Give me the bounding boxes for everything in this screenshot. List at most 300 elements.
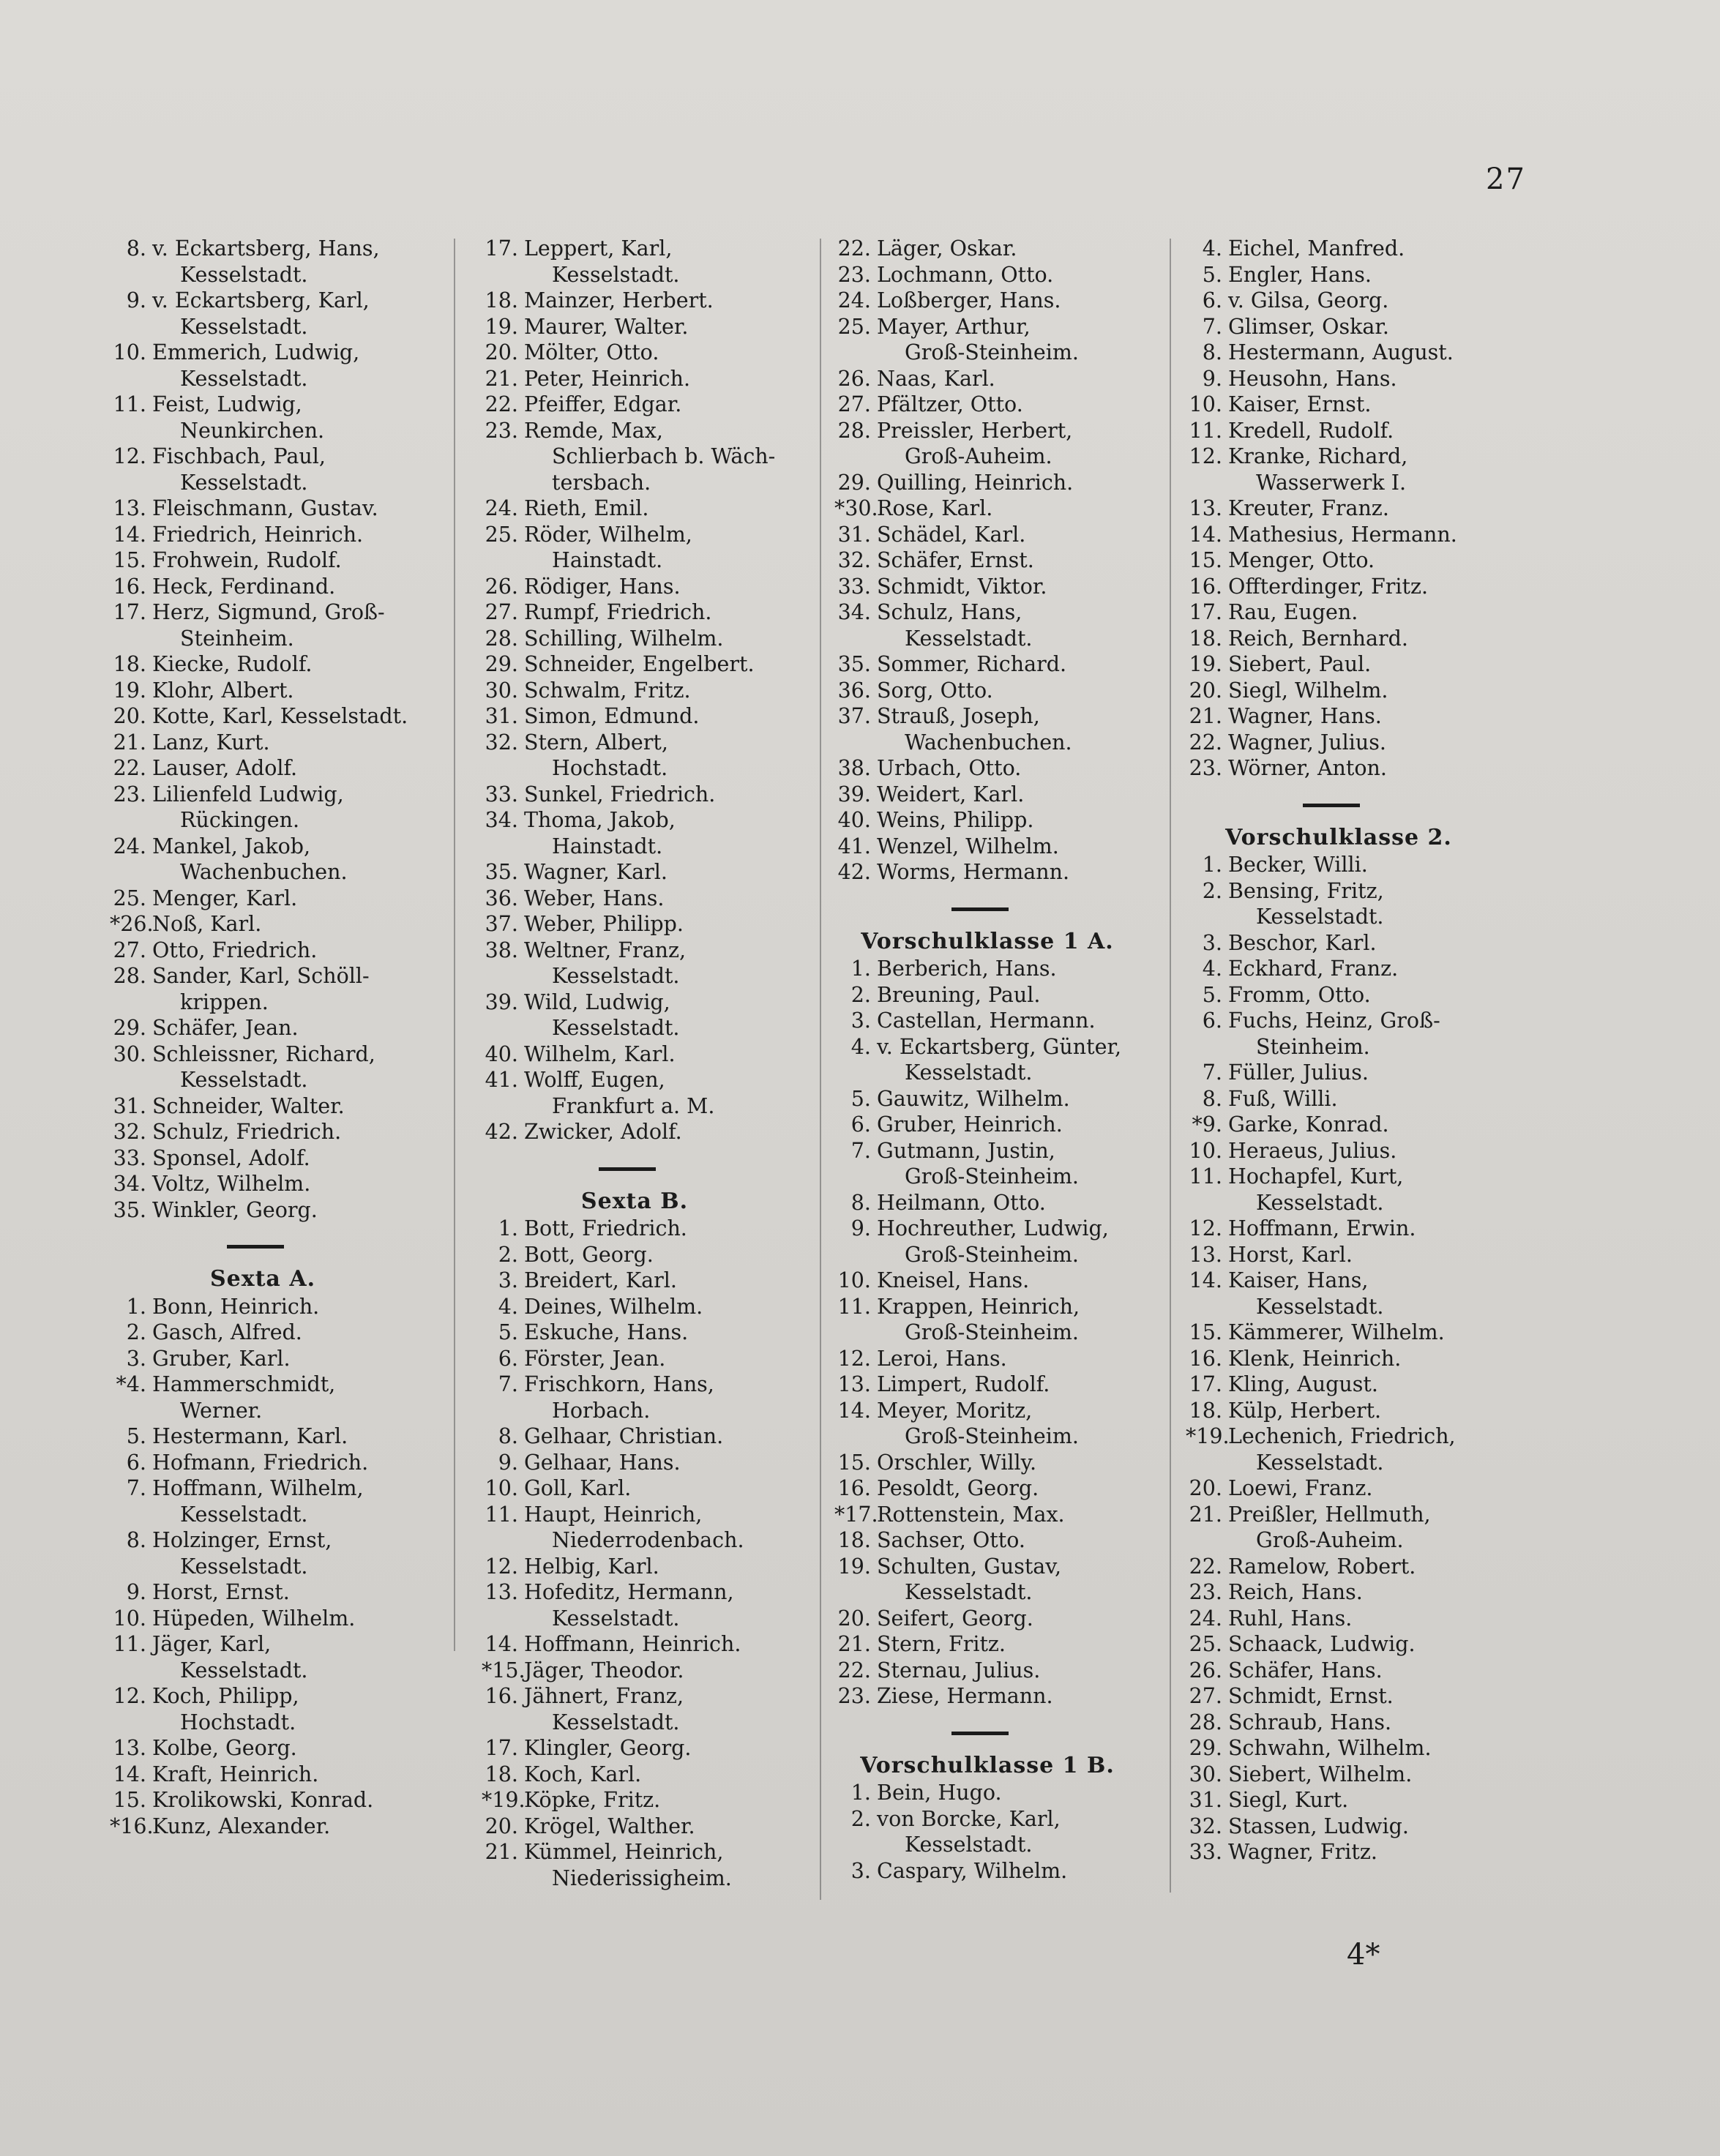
entry-number: 14.: [113, 522, 146, 547]
student-entry: [834, 651, 1170, 678]
entry-number: 30.: [1189, 1762, 1222, 1786]
student-entry: [1186, 878, 1521, 930]
student-hometown: Kesselstadt.: [905, 1060, 1033, 1085]
student-entry: [482, 807, 817, 859]
student-name: Sternau, Julius.: [877, 1658, 1041, 1682]
student-name: Koch, Philipp,: [152, 1684, 299, 1708]
entry-number: 11.: [113, 1632, 146, 1656]
entry-number: *19.: [1186, 1424, 1230, 1448]
entry-number: 16.: [1189, 1346, 1222, 1371]
entry-number: 39.: [485, 989, 518, 1014]
student-entry: [1186, 1787, 1521, 1813]
entry-number: 42.: [837, 860, 871, 884]
student-entry: [834, 470, 1170, 496]
student-entry: [482, 495, 817, 522]
student-hometown: Kesselstadt.: [552, 1710, 680, 1734]
student-entry: [482, 730, 817, 782]
entry-number: 27.: [485, 600, 518, 624]
student-entry: [834, 1398, 1170, 1450]
student-hometown: Kesselstadt.: [180, 1554, 308, 1579]
student-entry: [1186, 1086, 1521, 1112]
student-name: Sponsel, Adolf.: [152, 1145, 310, 1170]
student-name: Hofeditz, Hermann,: [524, 1580, 734, 1604]
entry-number: 38.: [485, 937, 518, 962]
student-name: Holzinger, Ernst,: [152, 1528, 332, 1552]
entry-number: 41.: [485, 1068, 518, 1092]
student-hometown: Hainstadt.: [552, 834, 663, 858]
entry-number: 6.: [126, 1450, 146, 1475]
student-hometown: Schlierbach b. Wäch-: [552, 444, 776, 468]
entry-number: 2.: [850, 982, 871, 1007]
section-separator: [227, 1245, 284, 1249]
student-name: Wagner, Fritz.: [1228, 1840, 1377, 1864]
student-entry: [482, 1762, 817, 1788]
entry-number: 15.: [113, 548, 146, 572]
student-name: Caspary, Wilhelm.: [877, 1858, 1068, 1883]
student-name: Feist, Ludwig,: [152, 392, 302, 416]
student-entry: [110, 1145, 445, 1172]
entry-number: 21.: [485, 1840, 518, 1864]
student-name: Mankel, Jakob,: [152, 834, 311, 858]
student-entry: [834, 1216, 1170, 1268]
entry-number: 9.: [126, 1580, 146, 1604]
student-entry: [834, 1190, 1170, 1216]
entry-number: 22.: [1189, 730, 1222, 755]
student-name: Füller, Julius.: [1228, 1060, 1369, 1085]
entry-number: 22.: [113, 756, 146, 780]
class-heading: Vorschulklasse 2.: [1225, 824, 1452, 850]
entry-number: 28.: [113, 964, 146, 988]
entry-number: 22.: [1189, 1554, 1222, 1579]
student-name: Külp, Herbert.: [1228, 1398, 1382, 1423]
student-entry: [482, 989, 817, 1041]
entry-number: 9.: [850, 1216, 871, 1240]
student-name: Frischkorn, Hans,: [524, 1372, 714, 1396]
student-entry: [482, 288, 817, 314]
student-hometown: Steinheim.: [1256, 1034, 1370, 1059]
student-entry: [1186, 392, 1521, 418]
student-entry: [110, 1475, 445, 1527]
entry-number: 12.: [113, 1684, 146, 1708]
student-entry: [482, 1423, 817, 1450]
student-entry: [110, 1346, 445, 1372]
student-entry: [834, 1683, 1170, 1710]
student-name: Schraub, Hans.: [1228, 1710, 1392, 1734]
student-entry: [1186, 1606, 1521, 1632]
student-entry: [834, 755, 1170, 782]
student-entry: [482, 651, 817, 678]
entry-number: 23.: [1189, 1580, 1222, 1604]
student-name: Deines, Wilhelm.: [524, 1294, 703, 1319]
entry-number: 18.: [485, 288, 518, 312]
student-name: Noß, Karl.: [152, 912, 262, 936]
student-entry: [834, 1502, 1170, 1528]
student-entry: [482, 1041, 817, 1068]
student-entry: [482, 1371, 817, 1423]
section-separator: [951, 1732, 1009, 1735]
entry-number: 21.: [1189, 1502, 1222, 1527]
student-entry: [834, 1008, 1170, 1034]
student-entry: [110, 963, 445, 1015]
entry-number: 7.: [498, 1372, 518, 1396]
student-entry: [1186, 1502, 1521, 1554]
entry-number: 22.: [485, 392, 518, 416]
student-entry: [110, 1093, 445, 1120]
student-name: Gruber, Heinrich.: [877, 1112, 1063, 1137]
student-entry: [1186, 288, 1521, 314]
column-1: [110, 236, 445, 1839]
entry-number: 11.: [1189, 1164, 1222, 1189]
entry-number: 19.: [485, 314, 518, 339]
student-name: Krolikowski, Konrad.: [152, 1788, 374, 1812]
student-name: Wagner, Karl.: [524, 860, 668, 884]
student-entry: [1186, 522, 1521, 548]
student-entry: [834, 834, 1170, 860]
student-name: Reich, Hans.: [1228, 1580, 1363, 1604]
student-entry: [110, 495, 445, 522]
entry-number: 24.: [1189, 1606, 1222, 1631]
student-entry: [482, 678, 817, 704]
entry-number: 20.: [1189, 678, 1222, 703]
student-name: Frohwein, Rudolf.: [152, 548, 342, 572]
student-hometown: Wachenbuchen.: [180, 860, 348, 884]
student-entry: [834, 1780, 1170, 1806]
signature-mark: 4*: [1347, 1938, 1380, 1972]
student-name: Stern, Fritz.: [877, 1632, 1006, 1656]
entry-number: 11.: [837, 1294, 871, 1319]
student-entry: [1186, 1268, 1521, 1320]
student-name: Menger, Otto.: [1228, 548, 1375, 572]
student-entry: [1186, 366, 1521, 392]
entry-number: 14.: [1189, 1268, 1222, 1292]
entry-number: 11.: [485, 1502, 518, 1527]
entry-number: 28.: [485, 626, 518, 651]
student-name: Jäger, Karl,: [152, 1632, 272, 1656]
student-entry: [834, 547, 1170, 574]
student-entry: [110, 1015, 445, 1041]
entry-number: 25.: [1189, 1632, 1222, 1656]
student-name: Weber, Hans.: [524, 886, 665, 910]
student-entry: [834, 1450, 1170, 1476]
student-name: Helbig, Karl.: [524, 1554, 659, 1579]
student-name: Schmidt, Ernst.: [1228, 1684, 1394, 1708]
entry-number: 4.: [498, 1294, 518, 1319]
student-entry: [482, 1813, 817, 1840]
student-entry: [110, 1294, 445, 1320]
student-entry: [1186, 852, 1521, 878]
student-name: Hestermann, August.: [1228, 340, 1454, 364]
entry-number: 36.: [837, 678, 871, 703]
student-name: Kreuter, Franz.: [1228, 496, 1389, 520]
entry-number: 35.: [485, 860, 518, 884]
entry-number: 32.: [485, 730, 518, 755]
entry-number: 2.: [1202, 878, 1222, 903]
student-name: Kling, August.: [1228, 1372, 1378, 1396]
student-entry: [110, 547, 445, 574]
student-name: Hoffmann, Erwin.: [1228, 1216, 1416, 1240]
student-name: Fromm, Otto.: [1228, 982, 1371, 1007]
student-name: Wenzel, Wilhelm.: [877, 834, 1059, 858]
student-name: Hochapfel, Kurt,: [1228, 1164, 1404, 1189]
entry-number: 21.: [837, 1632, 871, 1656]
entry-number: 16.: [837, 1476, 871, 1500]
student-name: Loßberger, Hans.: [877, 288, 1061, 312]
student-entry: [1186, 1164, 1521, 1216]
student-entry: [110, 755, 445, 782]
entry-number: 5.: [1202, 982, 1222, 1007]
student-hometown: Hainstadt.: [552, 548, 663, 572]
entry-number: 14.: [485, 1632, 518, 1656]
student-name: Schwalm, Fritz.: [524, 678, 691, 703]
student-entry: [834, 236, 1170, 262]
entry-number: 25.: [837, 314, 871, 339]
student-entry: [482, 418, 817, 470]
student-hometown: Werner.: [180, 1398, 263, 1423]
student-name: Naas, Karl.: [877, 366, 995, 391]
student-name: Seifert, Georg.: [877, 1606, 1033, 1631]
student-name: Zwicker, Adolf.: [524, 1120, 682, 1144]
entry-number: 37.: [485, 912, 518, 936]
section-separator: [951, 907, 1009, 911]
student-entry: [482, 1735, 817, 1762]
student-entry: [482, 1683, 817, 1735]
entry-number: 36.: [485, 886, 518, 910]
entry-number: 33.: [1189, 1840, 1222, 1864]
student-name: v. Eckartsberg, Hans,: [152, 236, 380, 261]
student-entry: [1186, 418, 1521, 444]
student-hometown: Kesselstadt.: [552, 964, 680, 988]
student-name: Gasch, Alfred.: [152, 1320, 302, 1344]
student-name: Klingler, Georg.: [524, 1736, 692, 1760]
student-name: Goll, Karl.: [524, 1476, 632, 1500]
student-entry: [834, 1034, 1170, 1086]
student-hometown: Kesselstadt.: [552, 1016, 680, 1040]
entry-number: 10.: [1189, 1138, 1222, 1163]
student-name: Hoffmann, Wilhelm,: [152, 1476, 364, 1500]
student-entry: [110, 1371, 445, 1423]
entry-number: 17.: [113, 600, 146, 624]
entry-number: 20.: [485, 1813, 518, 1838]
student-entry: [834, 1294, 1170, 1346]
student-entry: [110, 1423, 445, 1450]
student-name: Bensing, Fritz,: [1228, 878, 1384, 903]
student-name: Ziese, Hermann.: [877, 1684, 1053, 1708]
student-hometown: Kesselstadt.: [180, 1502, 308, 1527]
entry-number: 8.: [126, 236, 146, 261]
student-entry: [110, 937, 445, 964]
student-name: Pfeiffer, Edgar.: [524, 392, 682, 416]
student-hometown: Rückingen.: [180, 808, 300, 832]
entry-number: 10.: [1189, 392, 1222, 416]
student-entry: [1186, 1398, 1521, 1424]
student-name: Hestermann, Karl.: [152, 1424, 348, 1448]
entry-number: 40.: [485, 1041, 518, 1066]
student-entry: [1186, 703, 1521, 730]
student-hometown: Groß-Steinheim.: [905, 1424, 1079, 1448]
student-entry: [1186, 599, 1521, 626]
student-name: Eskuche, Hans.: [524, 1320, 689, 1344]
entry-number: 17.: [485, 1736, 518, 1760]
entry-number: 42.: [485, 1120, 518, 1144]
entry-number: 15.: [113, 1788, 146, 1812]
entry-number: 12.: [1189, 1216, 1222, 1240]
entry-number: 3.: [850, 1858, 871, 1883]
student-name: Hoffmann, Heinrich.: [524, 1632, 741, 1656]
entry-number: 20.: [1189, 1476, 1222, 1500]
student-entry: [834, 418, 1170, 470]
student-entry: [834, 574, 1170, 600]
entry-number: 15.: [837, 1450, 871, 1475]
student-hometown: Groß-Steinheim.: [905, 1320, 1079, 1344]
student-entry: [110, 1606, 445, 1632]
student-name: von Borcke, Karl,: [877, 1806, 1061, 1831]
student-entry: [1186, 236, 1521, 262]
student-name: Schäfer, Jean.: [152, 1016, 299, 1040]
student-name: Stern, Albert,: [524, 730, 668, 755]
entry-number: 8.: [1202, 1086, 1222, 1111]
student-entry: [110, 522, 445, 548]
entry-number: 1.: [850, 957, 871, 981]
student-name: Kaiser, Ernst.: [1228, 392, 1372, 416]
student-entry: [1186, 262, 1521, 288]
entry-number: 23.: [837, 1684, 871, 1708]
student-name: Heilmann, Otto.: [877, 1190, 1046, 1215]
student-name: Schilling, Wilhelm.: [524, 626, 724, 651]
entry-number: 28.: [837, 418, 871, 443]
entry-number: 16.: [1189, 574, 1222, 599]
student-name: Schulten, Gustav,: [877, 1554, 1062, 1579]
student-name: Fuß, Willi.: [1228, 1086, 1338, 1111]
student-entry: [834, 1475, 1170, 1502]
student-name: Siegl, Wilhelm.: [1228, 678, 1388, 703]
section-separator: [1303, 804, 1360, 807]
student-entry: [1186, 1008, 1521, 1060]
student-name: Sommer, Richard.: [877, 652, 1067, 676]
student-name: Köpke, Fritz.: [524, 1788, 661, 1812]
entry-number: 7.: [1202, 314, 1222, 339]
student-entry: [110, 574, 445, 600]
entry-number: 29.: [485, 652, 518, 676]
student-name: v. Eckartsberg, Karl,: [152, 288, 370, 312]
entry-number: 18.: [1189, 626, 1222, 651]
student-entry: [1186, 755, 1521, 782]
student-name: Kaiser, Hans,: [1228, 1268, 1369, 1292]
student-hometown: Groß-Steinheim.: [905, 1242, 1079, 1267]
entry-number: 7.: [126, 1476, 146, 1500]
student-entry: [482, 1631, 817, 1658]
student-name: Winkler, Georg.: [152, 1197, 318, 1222]
entry-number: 13.: [113, 496, 146, 520]
entry-number: *15.: [482, 1658, 526, 1682]
student-name: Glimser, Oskar.: [1228, 314, 1389, 339]
entry-number: 14.: [1189, 522, 1222, 547]
entry-number: 4.: [850, 1034, 871, 1059]
entry-number: 8.: [850, 1190, 871, 1215]
entry-number: 12.: [113, 444, 146, 468]
student-entry: [110, 730, 445, 756]
student-hometown: Kesselstadt.: [1256, 1294, 1384, 1319]
student-name: Voltz, Wilhelm.: [152, 1172, 311, 1196]
student-entry: [482, 1268, 817, 1294]
entry-number: 18.: [485, 1762, 518, 1786]
student-entry: [482, 1119, 817, 1145]
entry-number: 8.: [498, 1424, 518, 1448]
student-name: Breidert, Karl.: [524, 1268, 677, 1292]
student-name: Bott, Friedrich.: [524, 1216, 687, 1240]
student-name: Sachser, Otto.: [877, 1528, 1025, 1552]
student-name: Preißler, Hellmuth,: [1228, 1502, 1431, 1527]
student-hometown: Kesselstadt.: [1256, 1450, 1384, 1475]
entry-number: 13.: [1189, 1242, 1222, 1267]
student-hometown: Frankfurt a. M.: [552, 1093, 715, 1118]
student-hometown: Groß-Steinheim.: [905, 340, 1079, 364]
student-entry: [834, 366, 1170, 392]
student-name: Fleischmann, Gustav.: [152, 496, 378, 520]
student-entry: [1186, 626, 1521, 652]
student-entry: [834, 703, 1170, 755]
student-name: Sunkel, Friedrich.: [524, 782, 716, 806]
entry-number: 37.: [837, 704, 871, 728]
student-entry: [110, 1119, 445, 1145]
student-name: Hammerschmidt,: [152, 1372, 336, 1396]
entry-number: 38.: [837, 756, 871, 780]
student-name: Weltner, Franz,: [524, 937, 687, 962]
student-entry: [482, 1216, 817, 1242]
student-entry: [482, 1475, 817, 1502]
entry-number: 31.: [1189, 1788, 1222, 1812]
student-name: Pesoldt, Georg.: [877, 1476, 1039, 1500]
student-name: Stassen, Ludwig.: [1228, 1813, 1409, 1838]
student-entry: [834, 1631, 1170, 1658]
class-heading: Vorschulklasse 1 B.: [860, 1752, 1115, 1778]
student-name: Fuchs, Heinz, Groß-: [1228, 1008, 1440, 1033]
student-entry: [482, 1658, 817, 1684]
student-name: Gelhaar, Christian.: [524, 1424, 724, 1448]
entry-number: 8.: [126, 1528, 146, 1552]
student-name: Kunz, Alexander.: [152, 1813, 331, 1838]
student-name: Kraft, Heinrich.: [152, 1762, 319, 1786]
student-entry: [110, 782, 445, 834]
student-entry: [1186, 1242, 1521, 1268]
entry-number: *19.: [482, 1788, 526, 1812]
entry-number: 29.: [837, 470, 871, 495]
entry-number: 6.: [850, 1112, 871, 1137]
student-name: Hüpeden, Wilhelm.: [152, 1606, 356, 1631]
entry-number: 5.: [126, 1424, 146, 1448]
entry-number: 3.: [126, 1346, 146, 1371]
student-name: Mainzer, Herbert.: [524, 288, 714, 312]
student-hometown: Hochstadt.: [180, 1710, 296, 1734]
student-name: Siebert, Paul.: [1228, 652, 1372, 676]
student-name: Schulz, Friedrich.: [152, 1120, 342, 1144]
student-entry: [110, 834, 445, 886]
student-entry: [1186, 574, 1521, 600]
student-name: Kredell, Rudolf.: [1228, 418, 1394, 443]
student-name: Schneider, Engelbert.: [524, 652, 755, 676]
student-name: Wörner, Anton.: [1228, 756, 1387, 780]
student-name: Mölter, Otto.: [524, 340, 659, 364]
entry-number: 3.: [498, 1268, 518, 1292]
entry-number: 39.: [837, 782, 871, 806]
student-name: Breuning, Paul.: [877, 982, 1041, 1007]
student-hometown: Wasserwerk I.: [1256, 470, 1407, 495]
entry-number: 12.: [1189, 444, 1222, 468]
entry-number: 13.: [1189, 496, 1222, 520]
student-entry: [482, 599, 817, 626]
student-entry: [110, 678, 445, 704]
student-name: v. Eckartsberg, Günter,: [877, 1034, 1122, 1059]
entry-number: 20.: [485, 340, 518, 364]
